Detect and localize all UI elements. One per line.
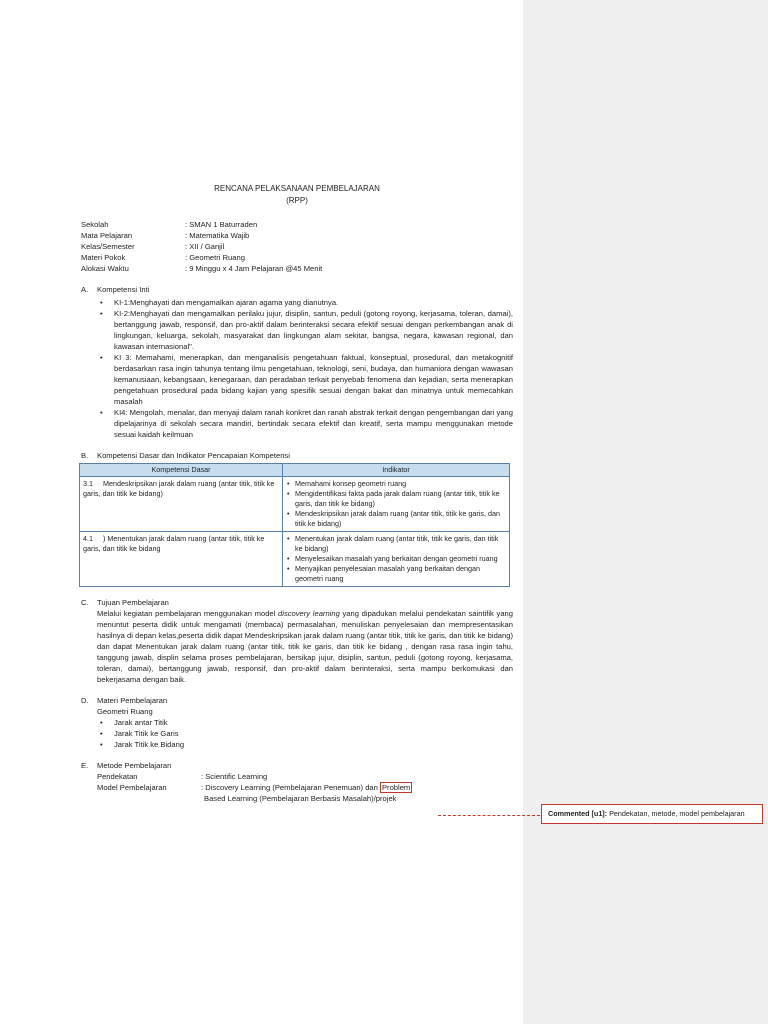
table-cell-kd xyxy=(80,532,283,587)
section-letter: A. xyxy=(81,285,89,294)
section-e xyxy=(81,760,513,804)
identity-row xyxy=(81,252,513,263)
list-item: • Mendeskripsikan jarak dalam ruang (antar titik, titik ke garis, dan titik ke bidang) xyxy=(286,509,506,529)
list-item: • Mengidentifikasi fakta pada jarak dalam ruang (antar titik, titik ke garis, dan titik ke bidang) xyxy=(286,489,506,509)
doc-title: RENCANA PELAKSANAAN PEMBELAJARAN xyxy=(214,184,380,193)
list-item: • KI-1:Menghayati dan mengamalkan ajaran agama yang dianutnya. xyxy=(81,297,513,308)
metode-value xyxy=(201,782,412,793)
section-letter: E. xyxy=(81,761,89,770)
section-c xyxy=(81,597,513,685)
metode-value: : Scientific Learning xyxy=(201,772,268,781)
commented-text-highlight[interactable]: Problem xyxy=(381,783,411,792)
section-content xyxy=(97,695,513,717)
section-heading: Metode Pembelajaran xyxy=(97,761,172,770)
list-item: • Memahami konsep geometri ruang xyxy=(286,479,506,489)
identity-label: Mata Pelajaran xyxy=(81,231,133,240)
kd-text: Mendeskripsikan jarak dalam ruang (antar titik, titik ke garis, dan titik ke bidang) xyxy=(83,479,275,498)
table-row xyxy=(80,532,510,587)
doc-subtitle: (RPP) xyxy=(286,196,308,205)
section-letter: B. xyxy=(81,451,89,460)
metode-value-text: Based Learning (Pembelajaran Berbasis Masalah)/projek xyxy=(204,794,397,803)
metode-value-text: : Discovery Learning (Pembelajaran Penemuan) dan xyxy=(201,783,380,792)
table-header-cell: Indikator xyxy=(283,464,510,477)
list-item: • KI4: Mengolah, menalar, dan menyaji dalam ranah konkret dan ranah abstrak terkait dengan pengembangan dari yang dipelajarinya di sekolah secara mandiri, bertindak secara efektif dan kreatif, serta mampu menggunakan metode sesuai kaidah keilmuan xyxy=(81,407,513,440)
list-item: • KI 3: Memahami, menerapkan, dan menganalisis pengetahuan faktual, konseptual, prosedural, dan metakognitif berdasarkan rasa ingin tahunya tentang ilmu pengetahuan, teknologi, seni, budaya, dan humaniora dengan wawasan kemanusiaan, kebangsaan, kenegaraan, dan peradaban terkait penyebab fenomena dan kejadian, serta menerapkan pengetahuan prosedural pada bidang kajian yang spesifik sesuai dengan bakat dan minatnya untuk memecahkan masalah xyxy=(81,352,513,407)
section-letter: D. xyxy=(81,696,89,705)
section-heading: Kompetensi Dasar dan Indikator Pencapaian Kompetensi xyxy=(97,451,290,460)
list-item: • KI-2:Menghayati dan mengamalkan perilaku jujur, disiplin, santun, peduli (gotong royong, kerjasama, toleran, damai), bertanggung jawab, responsif, dan pro-aktif dalam berinteraksi secara efektif sesuai dengan perkembangan anak di lingkungan, keluarga, sekolah, masyarakat dan lingkungan alam sekitar, bangsa, negara, kawasan regional, dan kawasan internasional". xyxy=(81,308,513,352)
table-cell-indicator xyxy=(283,532,510,587)
table-cell-kd xyxy=(80,477,283,532)
metode-row xyxy=(97,793,513,804)
paragraph-italic: discovery learning xyxy=(278,609,340,618)
kd-text: ) Menentukan jarak dalam ruang (antar titik, titik ke garis, dan titik ke bidang xyxy=(83,534,265,553)
materi-list xyxy=(81,717,513,750)
identity-value: : SMAN 1 Baturraden xyxy=(185,220,258,229)
comment-margin-pane xyxy=(523,0,768,1024)
kompetensi-table xyxy=(79,463,510,587)
identity-label: Sekolah xyxy=(81,220,109,229)
section-heading: Kompetensi Inti xyxy=(97,285,150,294)
identity-block xyxy=(81,219,513,274)
kompetensi-inti-list xyxy=(81,297,513,440)
section-heading: Tujuan Pembelajaran xyxy=(97,598,169,607)
identity-label: Alokasi Waktu xyxy=(81,264,129,273)
indicator-list xyxy=(286,479,506,529)
section-heading: Materi Pembelajaran xyxy=(97,696,168,705)
tujuan-paragraph xyxy=(97,608,513,685)
metode-label: Model Pembelajaran xyxy=(97,783,167,792)
list-item: • Menyelesaikan masalah yang berkaitan dengan geometri ruang xyxy=(286,554,506,564)
table-header-row xyxy=(80,464,510,477)
identity-row xyxy=(81,219,513,230)
identity-label: Materi Pokok xyxy=(81,253,126,262)
identity-value: : Matematika Wajib xyxy=(185,231,250,240)
section-content xyxy=(97,597,513,685)
section-content xyxy=(97,760,513,804)
list-item: • Jarak Titik ke Bidang xyxy=(81,739,513,750)
metode-row xyxy=(97,771,513,782)
table-cell-indicator xyxy=(283,477,510,532)
identity-label: Kelas/Semester xyxy=(81,242,135,251)
section-a xyxy=(81,284,513,295)
comment-text: Pendekatan, metode, model pembelajaran xyxy=(609,809,745,818)
identity-row xyxy=(81,230,513,241)
kd-number: 3.1 xyxy=(83,479,93,488)
paragraph-text: Melalui kegiatan pembelajaran menggunakan model xyxy=(97,609,279,618)
list-item: • Jarak Titik ke Garis xyxy=(81,728,513,739)
metode-label-spacer xyxy=(97,793,201,804)
list-item: • Jarak antar Titik xyxy=(81,717,513,728)
section-subheading: Geometri Ruang xyxy=(97,707,153,716)
metode-row xyxy=(97,782,513,793)
indicator-list xyxy=(286,534,506,584)
comment-connector-line xyxy=(438,815,540,816)
identity-row xyxy=(81,241,513,252)
comment-balloon[interactable] xyxy=(541,804,763,824)
document-body xyxy=(81,183,513,804)
identity-value: : 9 Minggu x 4 Jam Pelajaran @45 Menit xyxy=(185,264,323,273)
kd-number: 4.1 xyxy=(83,534,93,543)
section-letter: C. xyxy=(81,598,89,607)
comment-label: Commented [u1]: xyxy=(548,809,608,818)
paragraph-text: yang dipadukan melalui pendekatan saintifik yang menuntut peserta didik untuk mengamati (membaca) permasalahan, menuliskan penyelesaian dan mempresentasikan hasilnya di depan kelas,peserta didik dapat Mendeskripsikan jarak dalam ruang (antar titik, titik ke garis, dan titik ke bidang) dan dapat Menentukan jarak dalam ruang (antar titik, titik ke garis, dan titik ke bidang , dengan rasa rasa ingin tahu, tanggung jawab, displin selama proses pembelajaran, bersikap jujur, disiplin, santun, peduli (gotong royong, kerjasama, toleran, damai), bertanggung jawab, responsif, dan pro-aktif dalam berinteraksi, serta mampu berkomukasi dan bekerjasama dengan baik. xyxy=(97,609,513,684)
section-b xyxy=(81,450,513,461)
identity-row xyxy=(81,263,513,274)
identity-value: : XII / Ganjil xyxy=(185,242,225,251)
metode-label: Pendekatan xyxy=(97,772,138,781)
table-row xyxy=(80,477,510,532)
list-item: • Menyajikan penyelesaian masalah yang berkaitan dengan geometri ruang xyxy=(286,564,506,584)
identity-value: : Geometri Ruang xyxy=(185,253,245,262)
table-header-cell: Kompetensi Dasar xyxy=(80,464,283,477)
section-d xyxy=(81,695,513,717)
list-item: • Menentukan jarak dalam ruang (antar titik, titik ke garis, dan titik ke bidang) xyxy=(286,534,506,554)
